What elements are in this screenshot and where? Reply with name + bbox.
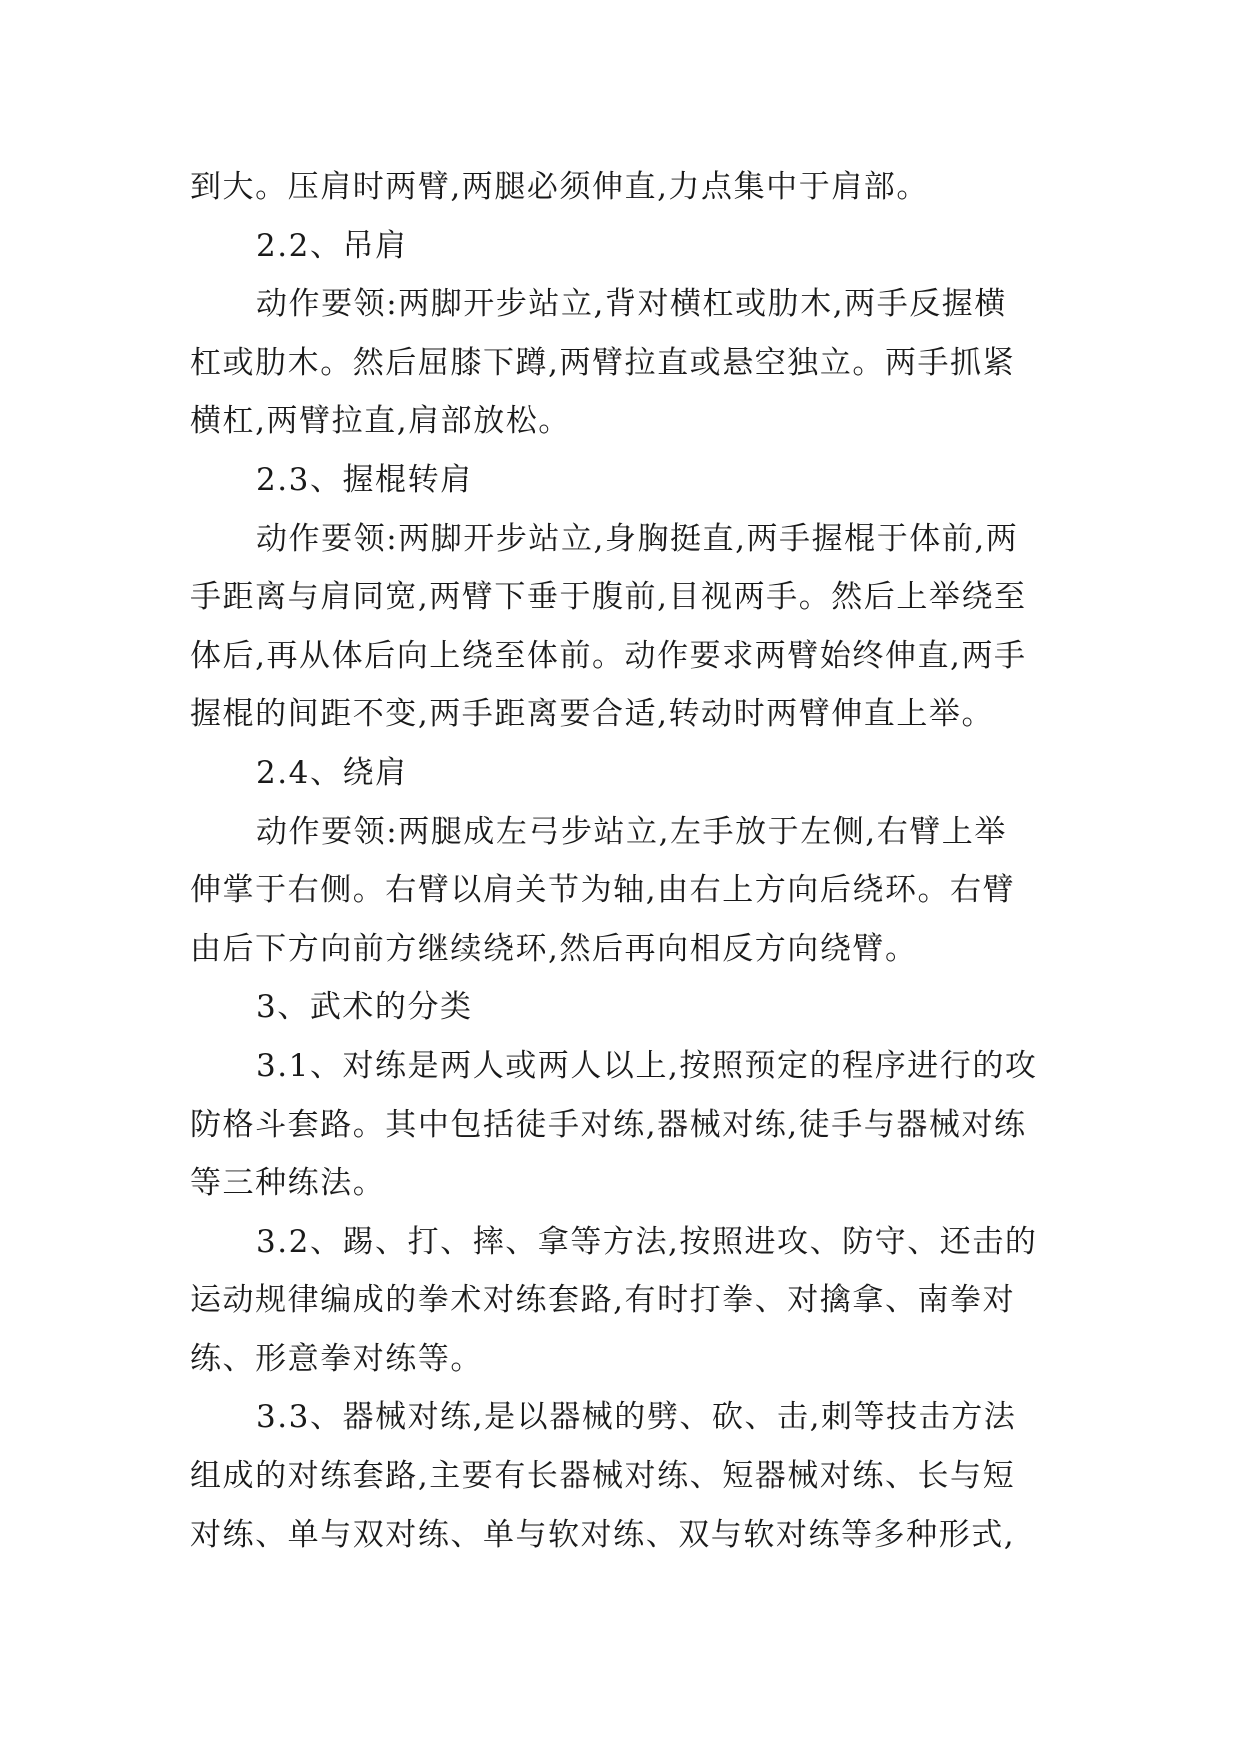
text-line: 等三种练法。	[190, 1165, 386, 1202]
section-heading-3: 3、武术的分类	[256, 989, 473, 1026]
text-line: 伸掌于右侧。右臂以肩关节为轴,由右上方向后绕环。右臂	[190, 872, 1016, 909]
text-line: 手距离与肩同宽,两臂下垂于腹前,目视两手。然后上举绕至	[190, 579, 1027, 616]
text-line: 动作要领:两脚开步站立,身胸挺直,两手握棍于体前,两	[256, 520, 1019, 557]
text-line: 运动规律编成的拳术对练套路,有时打拳、对擒拿、南拳对	[190, 1282, 1016, 1319]
text-line: 动作要领:两脚开步站立,背对横杠或肋木,两手反握横	[256, 286, 1007, 323]
text-line: 由后下方向前方继续绕环,然后再向相反方向绕臂。	[190, 930, 918, 967]
text-line: 杠或肋木。然后屈膝下蹲,两臂拉直或悬空独立。两手抓紧	[190, 344, 1016, 381]
text-line: 3.2、踢、打、摔、拿等方法,按照进攻、防守、还击的	[256, 1223, 1038, 1260]
text-line: 对练、单与双对练、单与软对练、双与软对练等多种形式,	[190, 1516, 1016, 1553]
document-body	[190, 158, 1052, 1564]
text-line: 组成的对练套路,主要有长器械对练、短器械对练、长与短	[190, 1458, 1016, 1495]
section-heading-2-3: 2.3、握棍转肩	[256, 461, 473, 498]
text-line: 到大。压肩时两臂,两腿必须伸直,力点集中于肩部。	[190, 169, 929, 205]
text-line: 动作要领:两腿成左弓步站立,左手放于左侧,右臂上举	[256, 813, 1007, 850]
text-line: 练、形意拳对练等。	[190, 1340, 483, 1377]
text-line: 3.3、器械对练,是以器械的劈、砍、击,刺等技击方法	[256, 1399, 1017, 1436]
section-heading-2-2: 2.2、吊肩	[256, 227, 408, 264]
text-line: 3.1、对练是两人或两人以上,按照预定的程序进行的攻	[256, 1047, 1038, 1084]
section-heading-2-4: 2.4、绕肩	[256, 754, 408, 791]
text-line: 体后,再从体后向上绕至体前。动作要求两臂始终伸直,两手	[190, 637, 1027, 674]
text-line: 防格斗套路。其中包括徒手对练,器械对练,徒手与器械对练	[190, 1106, 1027, 1143]
text-line: 横杠,两臂拉直,肩部放松。	[190, 403, 571, 440]
text-line: 握棍的间距不变,两手距离要合适,转动时两臂伸直上举。	[190, 696, 995, 733]
